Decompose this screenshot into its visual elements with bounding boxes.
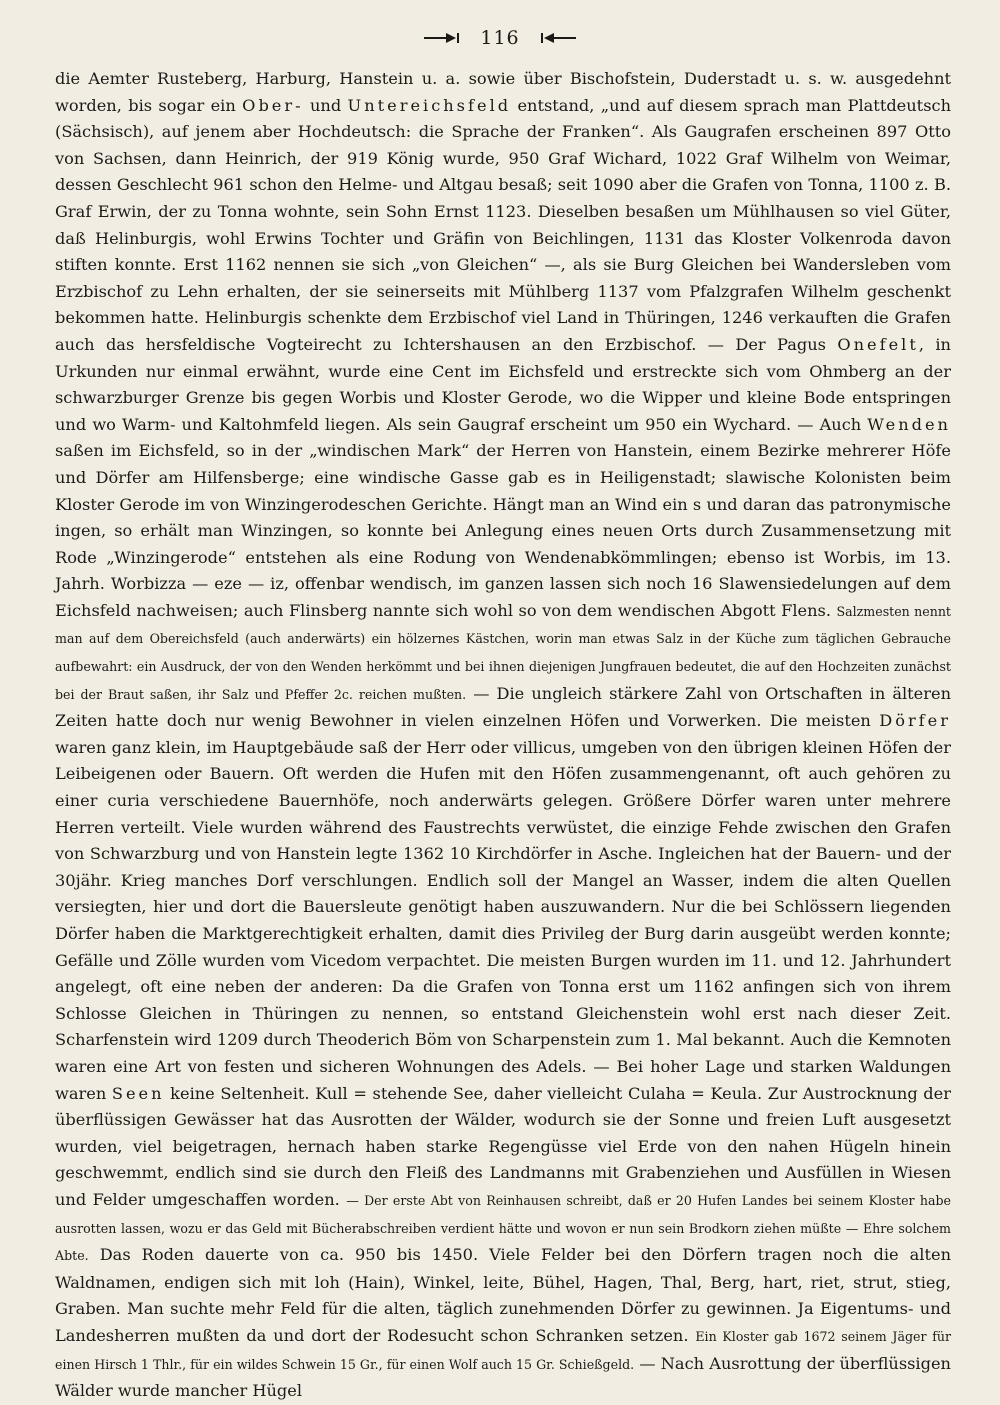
body-segment: die Aemter Rusteberg, Harburg, Hanstein u. a. sowie über Bischofstein, Duderstadt u. s. w. ausgedehnt worden, bis sogar ein [55, 69, 951, 115]
body-segment: saßen im Eichsfeld, so in der „windischen Mark“ der Herren von Hanstein, einem Bezirke mehrerer Höfe und Dörfer am Hilfensberge; eine windische Gasse gab es in Heiligenstadt; slawische Kolonisten beim Kloster Gerode im von Winzingerodeschen Gerichte. Hängt man an Wind ein s und daran das patronymische ingen, so erhält man Winzingen, so konnte bei Anlegung eines neuen Orts durch Zusammensetzung mit Rode „Winzingerode“ entstehen als eine Rodung von Wendenabkömmlingen; ebenso ist Worbis, im 13. Jahrh. Worbizza — eze — iz, offenbar wendisch, im ganzen lassen sich noch 16 Slawensiedelungen auf dem Eichsfeld nachweisen; auch Flinsberg nannte sich wohl so von dem wendischen Abgott Flens. [55, 441, 951, 620]
emphasized-term: Wenden [867, 414, 951, 434]
footnote-text: Ein Kloster gab 1672 seinem Jäger für einen Hirsch 1 Thlr., für ein wildes Schwein 15 Gr., für einen Wolf auch 15 Gr. Schießgeld. [55, 1328, 951, 1372]
page-number: 116 [480, 27, 520, 49]
body-segment: waren ganz klein, im Hauptgebäude saß der Herr oder villicus, umgeben von den übrigen kleinen Höfen der Leibeigenen oder Bauern. Oft werden die Hufen mit den Höfen zusammengenannt, oft auch gehören zu einer curia verschiedene Bauernhöfe, noch anderwärts gelegen. Größere Dörfer waren unter mehrere Herren verteilt. Viele wurden während des Faustrechts verwüstet, die einzige Fehde zwischen den Grafen von Schwarzburg und von Hanstein legte 1362 10 Kirchdörfer in Asche. Ingleichen hat der Bauern- und der 30jähr. Krieg manches Dorf verschlungen. Endlich soll der Mangel an Wasser, indem die alten Quellen versiegten, hier und dort die Bauersleute genötigt haben auszuwandern. Nur die bei Schlössern liegenden Dörfer haben die Marktgerechtigkeit erhalten, damit dies Privileg der Burg darin ausgeübt werden konnte; Gefälle und Zölle wurden vom Vicedom verpachtet. Die meisten Burgen wurden im 11. und 12. Jahrhundert angelegt, oft eine neben der anderen: Da die Grafen von Tonna erst um 1162 anfingen sich von ihrem Schlosse Gleichen in Thüringen zu nennen, so entstand Gleichenstein wohl erst nach dieser Zeit. Scharfenstein wird 1209 durch Theoderich Böm von Scharpenstein zum 1. Mal bekannt. Auch die Kemnoten waren eine Art von festen und sicheren Wohnungen des Adels. — Bei hoher Lage und starken Waldungen waren [55, 737, 951, 1103]
emphasized-term: Seen [111, 1083, 165, 1103]
page-header [0, 20, 1000, 56]
body-segment: — Nach Ausrottung der überflüssigen Wälder wurde mancher Hügel [55, 1353, 951, 1401]
body-segment: entstand, „und auf diesem sprach man Plattdeutsch (Sächsisch), auf jenem aber Hochdeutsch: die Sprache der Franken“. Als Gaugrafen erscheinen 897 Otto von Sachsen, dann Heinrich, der 919 König wurde, 950 Graf Wichard, 1022 Graf Wilhelm von Weimar, dessen Geschlecht 961 schon den Helme- und Altgau besaß; seit 1090 aber die Grafen von Tonna, 1100 z. B. Graf Erwin, der zu Tonna wohnte, sein Sohn Ernst 1123. Dieselben besaßen um Mühlhausen so viel Güter, daß Helinburgis, wohl Erwins Tochter und Gräfin von Beichlingen, 1131 das Kloster Volkenroda davon stiften konnte. Erst 1162 nennen sie sich „von Gleichen“ —, als sie Burg Gleichen bei Wandersleben vom Erzbischof zu Lehn erhalten, der sie seinerseits mit Mühlberg 1137 vom Pfalzgrafen Wilhelm geschenkt bekommen hatte. Helinburgis schenkte dem Erzbischof viel Land in Thüringen, 1246 verkauften die Grafen auch das hersfeldische Vogteirecht zu Ichtershausen an den Erzbischof. — Der Pagus [55, 95, 951, 354]
emphasized-term: Dörfer [879, 711, 951, 731]
body-segment: , in Urkunden nur einmal erwähnt, wurde eine Cent im Eichsfeld und erstreckte sich vom Ohmberg an der schwarzburger Grenze bis gegen Worbis und Kloster Gerode, wo die Wipper und kleine Bode entspringen und wo Warm- und Kaltohmfeld liegen. Als sein Gaugraf erscheint um 950 ein Wychard. — Auch [55, 334, 951, 434]
body-segment: Das Roden dauerte von ca. 950 bis 1450. Viele Felder bei den Dörfern tragen noch die alten Waldnamen, endigen sich mit loh (Hain), Winkel, leite, Bühel, Hagen, Thal, Berg, hart, riet, strut, stieg, Graben. Man suchte mehr Feld für die alten, täglich zunehmenden Dörfer zu gewinnen. Ja Eigentums- und Landesherren mußten da und dort der Rodesucht schon Schranken setzen. [55, 1245, 951, 1345]
footnote-text: Salzmesten nennt man auf dem Obereichsfeld (auch anderwärts) ein hölzernes Kästchen, worin man etwas Salz in der Küche zum täglichen Gebrauche aufbewahrt: ein Ausdruck, der von den Wenden herkömmt und bei ihnen diejenigen Jungfrauen bedeutet, die auf den Hochzeiten zunächst bei der Braut saßen, ihr Salz und Pfeffer 2c. reichen mußten. [55, 603, 951, 702]
emphasized-term: Onefelt [837, 334, 919, 354]
emphasized-term: Ober- [242, 95, 304, 115]
body-segment: keine Seltenheit. Kull = stehende See, daher vielleicht Culaha = Keula. Zur Austrocknung der überflüssigen Gewässer hat das Ausrotten der Wälder, wodurch sie der Sonne und freien Luft ausgesetzt wurden, viel beigetragen, hernach haben starke Regengüsse viel Erde von den nahen Hügeln hinein geschwemmt, endlich sind sie durch den Fleiß des Landmanns mit Grabenziehen und Ausfüllen in Wiesen und Felder umgeschaffen worden. [55, 1083, 951, 1209]
body-segment: und [303, 95, 348, 115]
body-text [55, 66, 951, 1405]
left-ornament-icon [422, 30, 462, 46]
right-ornament-icon [538, 30, 578, 46]
emphasized-term: Untereichsfeld [347, 95, 512, 115]
footnote-text: — Der erste Abt von Reinhausen schreibt, daß er 20 Hufen Landes bei seinem Kloster habe ausrotten lassen, wozu er das Geld mit Bücherabschreiben verdient hätte und wovon er nun sein Brodkorn ziehen müßte — Ehre solchem Abte. [55, 1192, 951, 1264]
body-segment: — Die ungleich stärkere Zahl von Ortschaften in älteren Zeiten hatte doch nur wenig Bewohner in vielen einzelnen Höfen und Vorwerken. Die meisten [55, 683, 951, 731]
